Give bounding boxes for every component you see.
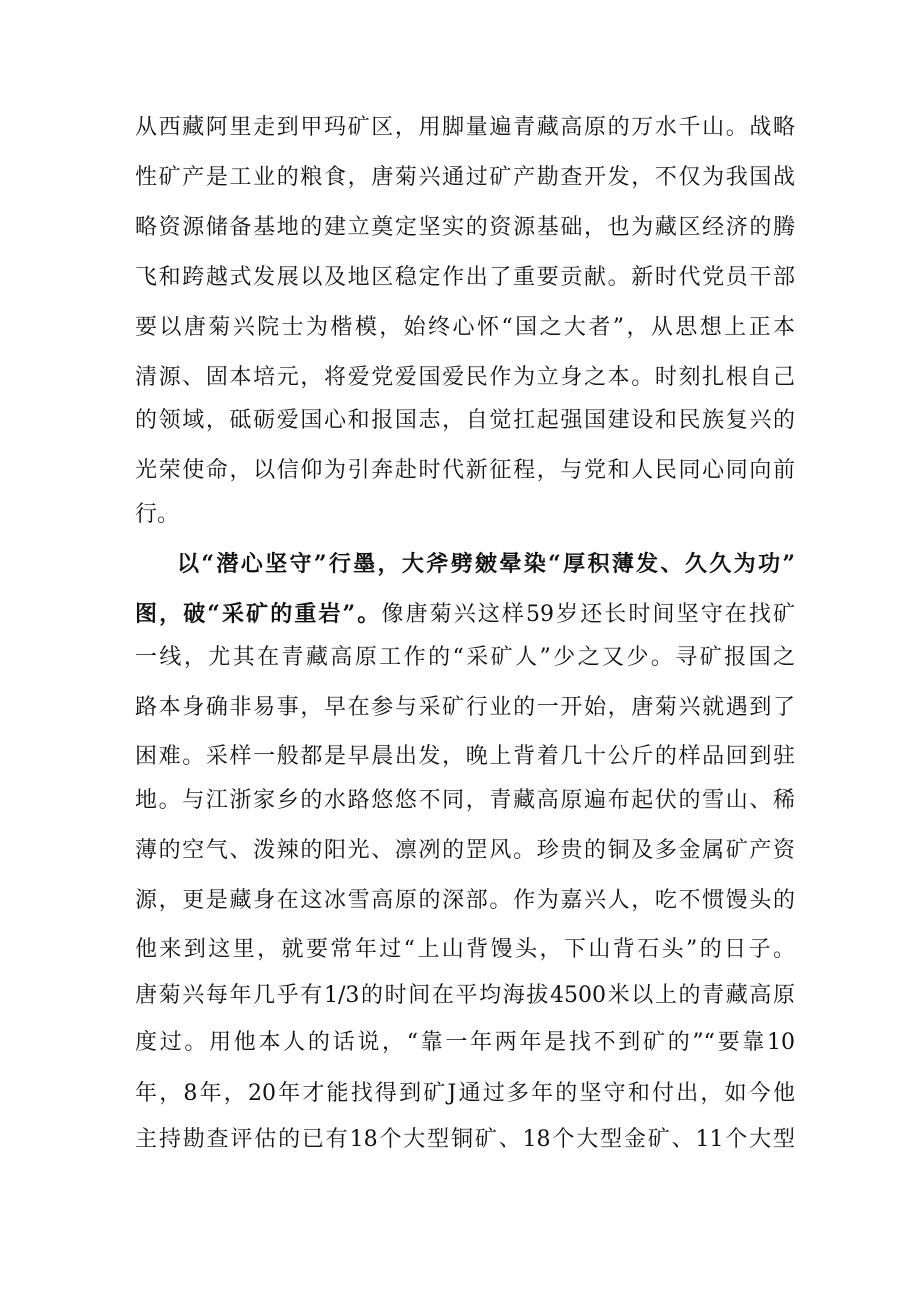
paragraph-2-line-3	[135, 642, 795, 674]
paragraph-2-line-7	[135, 835, 795, 867]
paragraph-2-line-6	[135, 785, 795, 817]
paragraph-2-line-1	[177, 548, 795, 580]
paragraph-2-line-9	[135, 934, 795, 966]
paragraph-2-line-4	[135, 692, 795, 724]
paragraph-2-line-10	[135, 980, 795, 1012]
text-run: 性矿产是工业的粮食，唐菊兴通过矿产勘查开发，不仅为我国战	[135, 165, 795, 190]
paragraph-1-line-4	[135, 262, 795, 294]
text-run: 源，更是藏身在这冰雪高原的深部。作为嘉兴人，吃不惯馒头的	[135, 888, 795, 913]
paragraph-1-line-5	[135, 312, 795, 344]
text-run: 唐菊兴每年几乎有1/3的时间在平均海拔4500米以上的青藏高原	[135, 983, 795, 1008]
paragraph-2-line-8	[135, 885, 795, 917]
text-run: 度过。用他本人的话说，“靠一年两年是找不到矿的”“要靠10	[135, 1030, 795, 1055]
text-run: 薄的空气、泼辣的阳光、凛冽的罡风。珍贵的铜及多金属矿产资	[135, 838, 795, 863]
text-run: 清源、固本培元，将爱党爱国爱民作为立身之本。时刻扎根自己	[135, 365, 795, 390]
paragraph-1-line-2	[135, 162, 795, 194]
text-run: 行。	[135, 502, 180, 527]
paragraph-2-line-12	[135, 1078, 795, 1110]
text-run: 从西藏阿里走到甲玛矿区，用脚量遍青藏高原的万水千山。战略	[135, 115, 795, 140]
text-run: 飞和跨越式发展以及地区稳定作出了重要贡献。新时代党员干部	[135, 265, 795, 290]
text-run: 像唐菊兴这样59岁还长时间坚守在找矿	[381, 602, 795, 627]
paragraph-1-line-7	[135, 405, 795, 437]
text-run: 主持勘查评估的已有18个大型铜矿、18个大型金矿、11个大型	[135, 1127, 795, 1152]
paragraph-1-line-1	[135, 112, 795, 144]
paragraph-2-line-11	[135, 1027, 795, 1059]
paragraph-1-line-6	[135, 362, 795, 394]
text-run: 略资源储备基地的建立奠定坚实的资源基础，也为藏区经济的腾	[135, 215, 795, 240]
text-run: 要以唐菊兴院士为楷模，始终心怀“国之大者”，从思想上正本	[135, 315, 795, 340]
paragraph-1-line-9	[135, 499, 795, 531]
paragraph-2-line-13	[135, 1124, 795, 1156]
text-run: 地。与江浙家乡的水路悠悠不同，青藏高原遍布起伏的雪山、稀	[135, 788, 795, 813]
paragraph-1-line-8	[135, 455, 795, 487]
text-run: 困难。采样一般都是早晨出发，晚上背着几十公斤的样品回到驻	[135, 744, 795, 769]
text-run: 的领域，砥砺爱国心和报国志，自觉扛起强国建设和民族复兴的	[135, 408, 795, 433]
bold-heading-run: 以“潜心坚守”行墨，大斧劈皴晕染“厚积薄发、久久为功”	[177, 551, 795, 577]
text-run: 年，8年，20年才能找得到矿J通过多年的坚守和付出，如今他	[135, 1081, 795, 1106]
paragraph-2-line-2	[135, 598, 795, 630]
text-run: 一线，尤其在青藏高原工作的“采矿人”少之又少。寻矿报国之	[135, 645, 795, 670]
text-run: 路本身确非易事，早在参与采矿行业的一开始，唐菊兴就遇到了	[135, 695, 795, 720]
paragraph-1-line-3	[135, 212, 795, 244]
text-run: 光荣使命，以信仰为引奔赴时代新征程，与党和人民同心同向前	[135, 458, 795, 483]
bold-heading-run: 图，破“采矿的重岩”。	[135, 601, 382, 627]
paragraph-2-line-5	[135, 741, 795, 773]
text-run: 他来到这里，就要常年过“上山背馒头，下山背石头”的日子。	[135, 937, 795, 962]
